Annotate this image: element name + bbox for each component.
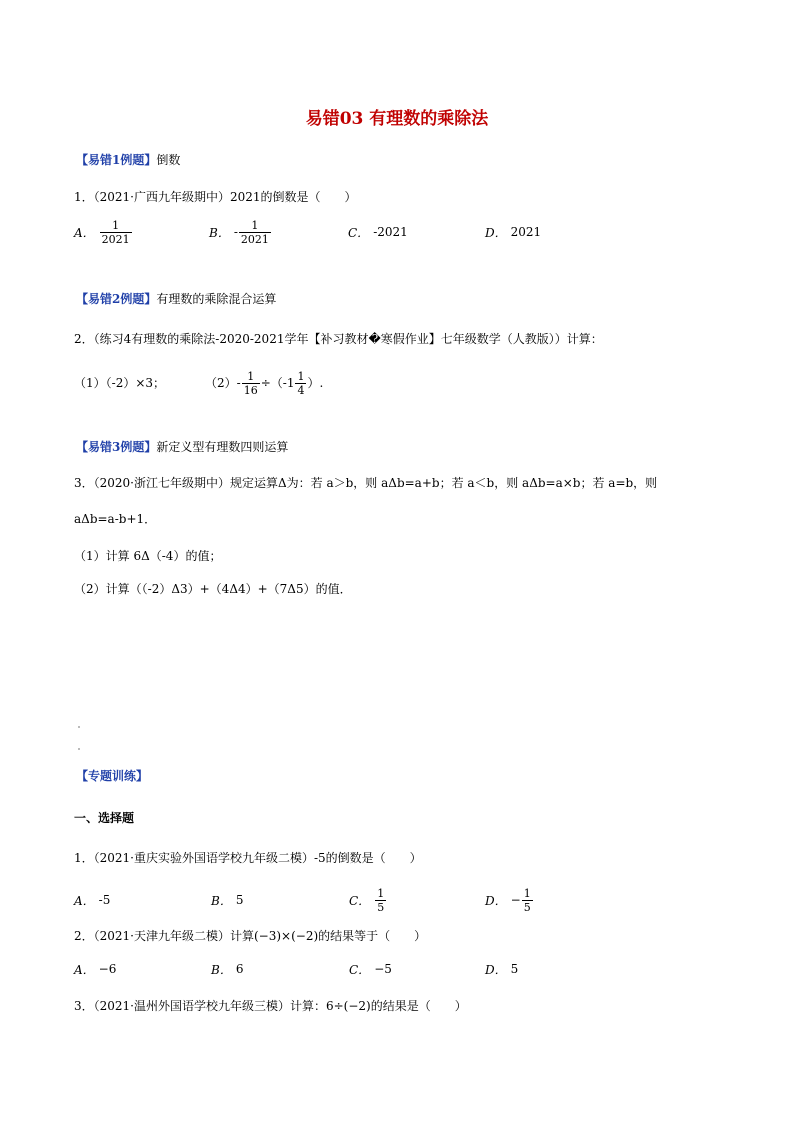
training-question-1-stem: 1．（2021·重庆实验外国语学校九年级二模）-5的倒数是（ ） <box>74 851 422 865</box>
option-a: A． -5 <box>74 893 111 908</box>
fraction: $\frac{1}{5}$ <box>523 886 531 914</box>
training-question-2-options <box>74 952 724 986</box>
option-d: D． 2021 <box>485 225 542 240</box>
fraction: $\frac{1}{2021}$ <box>240 218 269 246</box>
training-question-1-options <box>74 883 724 917</box>
question-1-options <box>74 215 724 249</box>
fraction: $\frac{1}{16}$ <box>243 369 258 397</box>
option-a: A． −6 <box>74 962 117 977</box>
section-heading-3: 【易错3例题】新定义型有理数四则运算 <box>76 440 289 454</box>
option-a: A． $\frac{1}{2021}$ <box>74 218 130 246</box>
option-d: D． 5 <box>485 962 519 977</box>
artifact-dot <box>78 748 80 750</box>
section-heading-2: 【易错2例题】有理数的乘除混合运算 <box>76 292 277 306</box>
question-3-line-1: 3．（2020·浙江七年级期中）规定运算Δ为：若 a＞b，则 aΔb=a+b；若 a＜b，则 aΔb=a×b；若 a=b，则 <box>74 476 658 490</box>
question-2-stem: 2．（练习4有理数的乘除法-2020-2021学年【补习教材�寒假作业】七年级数学（人教版））计算： <box>74 332 603 346</box>
fraction: $\frac{1}{5}$ <box>377 886 385 914</box>
part-heading-choice: 一、选择题 <box>74 811 135 825</box>
section-heading-training: 【专题训练】 <box>76 769 149 783</box>
question-3-part-2: （2）计算（（-2）Δ3）+（4Δ4）+（7Δ5）的值． <box>74 582 352 596</box>
page-title: 易错03 有理数的乘除法 <box>305 109 489 129</box>
question-3-part-1: （1）计算 6Δ（-4）的值； <box>74 549 222 563</box>
artifact-dot <box>78 726 80 728</box>
section-heading-1: 【易错1例题】倒数 <box>76 153 181 167</box>
question-1-stem: 1．（2021·广西九年级期中）2021的倒数是（ ） <box>74 190 357 204</box>
option-c: C． -2021 <box>348 225 408 240</box>
question-2-parts: （1）（-2）×3； （2）- $\frac{1}{16}$ ÷（-1 $\frac{1}{4}$ ）. <box>74 369 324 397</box>
option-b: B． - $\frac{1}{2021}$ <box>209 218 269 246</box>
training-question-2-stem: 2．（2021·天津九年级二模）计算(−3)×(−2)的结果等于（ ） <box>74 929 427 943</box>
option-d: D． − $\frac{1}{5}$ <box>485 886 531 914</box>
option-c: C． $\frac{1}{5}$ <box>349 886 385 914</box>
fraction: $\frac{1}{4}$ <box>297 369 305 397</box>
question-3-line-2: aΔb=a-b+1． <box>74 512 157 526</box>
option-b: B． 6 <box>211 962 244 977</box>
option-b: B． 5 <box>211 893 244 908</box>
option-c: C． −5 <box>349 962 392 977</box>
training-question-3-stem: 3．（2021·温州外国语学校九年级三模）计算：6÷(−2)的结果是（ ） <box>74 999 467 1013</box>
fraction: $\frac{1}{2021}$ <box>101 218 130 246</box>
